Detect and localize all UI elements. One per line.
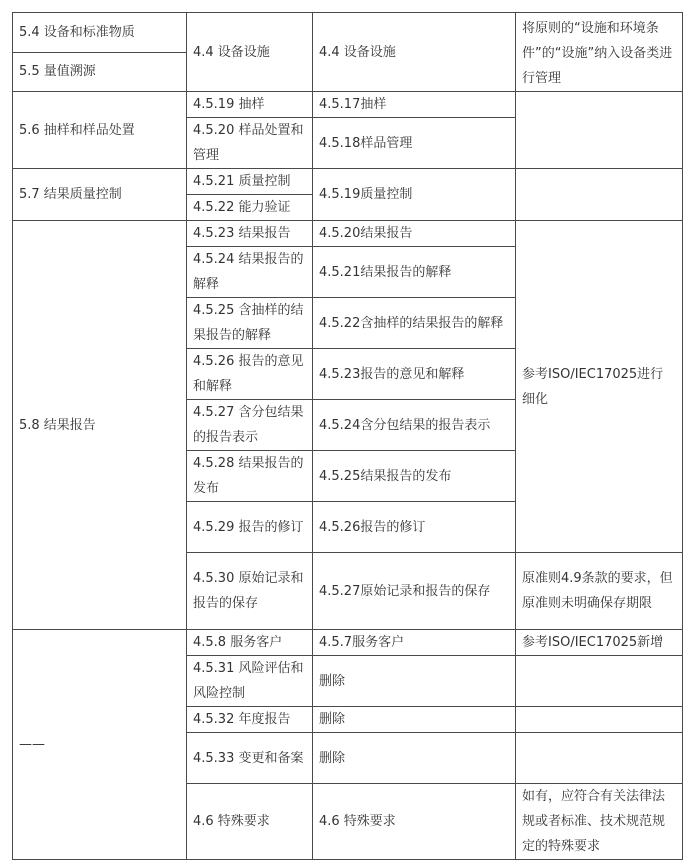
table-cell: 4.5.21结果报告的解释 (313, 247, 516, 298)
table-cell: 4.5.8 服务客户 (187, 630, 313, 656)
table-cell: 4.4 设备设施 (313, 13, 516, 92)
table-cell (516, 707, 683, 733)
table-cell: 4.6 特殊要求 (313, 784, 516, 860)
table-cell: 4.5.20 样品处置和管理 (187, 118, 313, 169)
table-cell: 4.5.27原始记录和报告的保存 (313, 553, 516, 630)
table-row (13, 92, 683, 118)
table-cell: 4.5.26报告的修订 (313, 502, 516, 553)
table-cell: 4.5.23报告的意见和解释 (313, 349, 516, 400)
table-cell: 4.5.18样品管理 (313, 118, 516, 169)
table-cell: 4.5.21 质量控制 (187, 169, 313, 195)
table-cell: 4.5.26 报告的意见和解释 (187, 349, 313, 400)
table-cell: 5.8 结果报告 (13, 221, 187, 630)
table-cell: 4.5.23 结果报告 (187, 221, 313, 247)
table-row (13, 221, 683, 247)
table-cell: 4.5.7服务客户 (313, 630, 516, 656)
table-cell: 4.5.17抽样 (313, 92, 516, 118)
table-cell: 将原则的“设施和环境条件”的“设施”纳入设备类进行管理 (516, 13, 683, 92)
table-cell: 参考ISO/IEC17025进行细化 (516, 221, 683, 553)
table-cell: 4.5.29 报告的修订 (187, 502, 313, 553)
table-cell (516, 733, 683, 784)
table-cell (516, 92, 683, 169)
table-cell: —— (13, 630, 187, 860)
table-cell: 4.5.19质量控制 (313, 169, 516, 221)
table-cell: 4.5.19 抽样 (187, 92, 313, 118)
table-cell: 删除 (313, 707, 516, 733)
table-cell: 删除 (313, 733, 516, 784)
table-cell: 参考ISO/IEC17025新增 (516, 630, 683, 656)
table-cell: 4.5.20结果报告 (313, 221, 516, 247)
table-cell: 4.5.33 变更和备案 (187, 733, 313, 784)
table-cell: 4.5.24含分包结果的报告表示 (313, 400, 516, 451)
table-cell: 4.5.31 风险评估和风险控制 (187, 656, 313, 707)
table-cell: 5.7 结果质量控制 (13, 169, 187, 221)
table-row (13, 13, 683, 53)
table-cell: 4.4 设备设施 (187, 13, 313, 92)
table-row (13, 630, 683, 656)
table-cell: 4.5.25 含抽样的结果报告的解释 (187, 298, 313, 349)
table-cell: 删除 (313, 656, 516, 707)
table-cell: 5.4 设备和标准物质 (13, 13, 187, 53)
table-cell: 4.5.28 结果报告的发布 (187, 451, 313, 502)
table-cell: 4.6 特殊要求 (187, 784, 313, 860)
table-cell: 如有，应符合有关法律法规或者标准、技术规范规定的特殊要求 (516, 784, 683, 860)
table-cell (516, 169, 683, 221)
table-cell: 4.5.25结果报告的发布 (313, 451, 516, 502)
table-cell: 5.5 量值溯源 (13, 52, 187, 92)
table-cell (516, 656, 683, 707)
table-cell: 4.5.30 原始记录和报告的保存 (187, 553, 313, 630)
table-cell: 4.5.32 年度报告 (187, 707, 313, 733)
table-cell: 4.5.24 结果报告的解释 (187, 247, 313, 298)
table-cell: 4.5.22含抽样的结果报告的解释 (313, 298, 516, 349)
comparison-table (12, 12, 683, 860)
table-row (13, 169, 683, 195)
table-cell: 原准则4.9条款的要求，但原准则未明确保存期限 (516, 553, 683, 630)
table-cell: 4.5.22 能力验证 (187, 195, 313, 221)
table-cell: 4.5.27 含分包结果的报告表示 (187, 400, 313, 451)
table-cell: 5.6 抽样和样品处置 (13, 92, 187, 169)
